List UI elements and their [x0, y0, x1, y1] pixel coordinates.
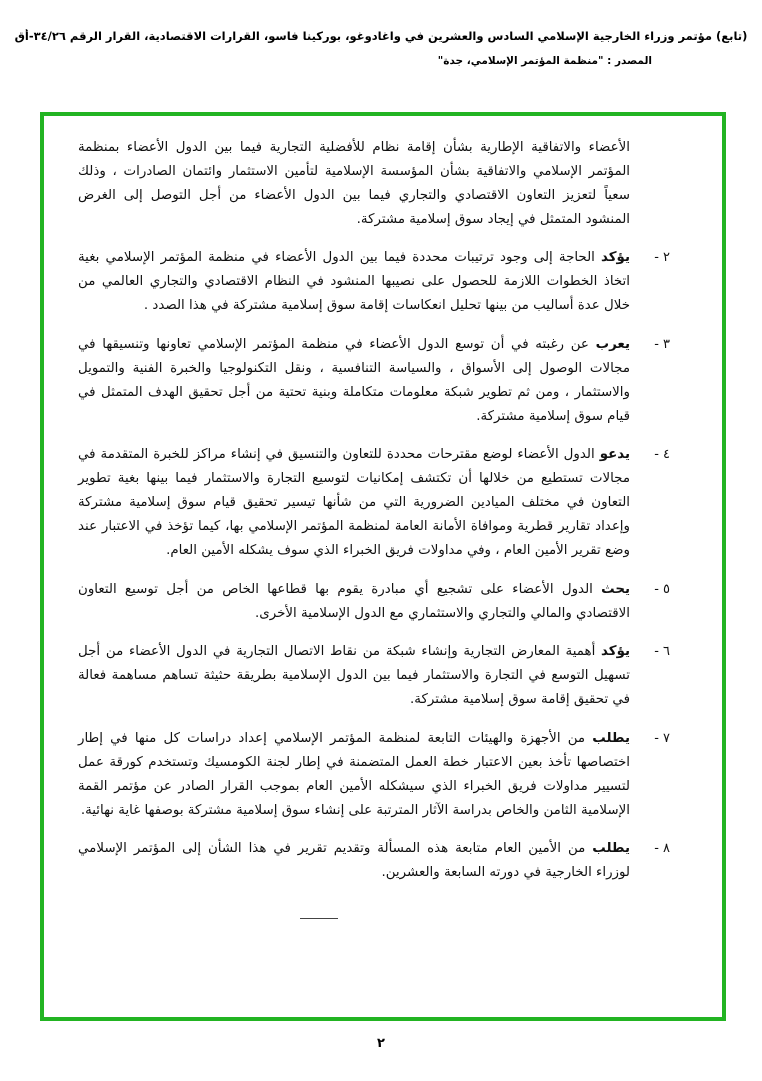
- source-line: المصدر : "منظمة المؤتمر الإسلامي، جدة": [437, 55, 652, 67]
- paragraph-number: ٨ -: [654, 841, 670, 857]
- paragraph-text: [78, 578, 630, 626]
- resolution-paragraph: [78, 578, 670, 626]
- paragraph-lead: يدعو: [599, 447, 630, 463]
- paragraph-number: ٧ -: [654, 731, 670, 747]
- paragraph-rest: عن رغبته في أن توسع الدول الأعضاء في منظمة المؤتمر الإسلامي تعاونها وتنسيقها في مجالات الوصول إلى الأسواق ، والسياسة التنافسية ، ونقل التكنولوجيا والخبرة الفنية والتمويل والاستثمار ، ومن ثم تطوير شبكة معلومات متكاملة وبنية تحتية من أجل تحقيق الهدف المتمثل في قيام سوق إسلامية مشتركة.: [78, 337, 630, 424]
- paragraph-number: ٣ -: [654, 337, 670, 353]
- paragraph-number: ٦ -: [654, 644, 670, 660]
- resolution-paragraph: [78, 333, 670, 428]
- paragraph-rest: الأعضاء والاتفاقية الإطارية بشأن إقامة نظام للأفضلية التجارية فيما بين الدول الأعضاء بمنظمة المؤتمر الإسلامي والاتفاقية بشأن المؤسسة الإسلامية لتأمين الاستثمار وائتمان الصادرات ، وذلك سعياً لتعزيز التعاون الاقتصادي والتجاري فيما بين الدول الأعضاء من أجل التوصل إلى الغرض المنشود المتمثل في إيجاد سوق إسلامية مشتركة.: [78, 140, 630, 227]
- paragraph-text: [78, 443, 630, 562]
- paragraph-number: ٤ -: [654, 447, 670, 463]
- paragraph-rest: الحاجة إلى وجود ترتيبات محددة فيما بين الدول الأعضاء في منظمة المؤتمر الإسلامي بغية اتخاذ الخطوات اللازمة للحصول على نصيبها المنشود في النظام الاقتصادي والتجاري العالمي من خلال عدة أساليب من بينها تحليل انعكاسات إقامة سوق إسلامية مشتركة في هذا الصدد .: [78, 250, 630, 314]
- paragraph-lead: يطلب: [592, 731, 630, 747]
- resolution-paragraph: [78, 837, 670, 885]
- resolution-paragraph: [78, 443, 670, 562]
- paragraph-text: [78, 333, 630, 428]
- resolution-paragraph: [78, 246, 670, 318]
- resolution-body: [44, 116, 722, 1017]
- paragraph-lead: يؤكد: [601, 644, 630, 660]
- paragraph-lead: يحث: [601, 581, 630, 597]
- paragraph-rest: أهمية المعارض التجارية وإنشاء شبكة من نقاط الاتصال التجارية في الدول الأعضاء من أجل تسهيل التوسع في التجارة والاستثمار فيما بين الدول الإسلامية بطريقة حثيثة تساهم مساهمة فعالة في تحقيق إقامة سوق إسلامية مشتركة.: [78, 644, 630, 708]
- document-frame: [40, 112, 726, 1021]
- paragraph-text: [78, 837, 630, 885]
- paragraph-text: [78, 727, 630, 822]
- paragraph-text: [78, 246, 630, 318]
- paragraph-number: ٥ -: [654, 581, 670, 597]
- paragraph-rest: من الأجهزة والهيئات التابعة لمنظمة المؤتمر الإسلامي إعداد دراسات كل منها في إطار اختصاصها تأخذ بعين الاعتبار خطة العمل المتضمنة في إطار لجنة الكومسيك وتستخدم كورقة عمل لتسيير مداولات فريق الخبراء الذي سيشكله الأمين العام بموجب القرار الصادر عن مؤتمر القمة الإسلامية الثامن والخاص بدراسة الآثار المترتبة على إنشاء سوق إسلامية مشتركة بوصفها غاية نهائية.: [78, 731, 630, 818]
- paragraph-rest: الدول الأعضاء لوضع مقترحات محددة للتعاون والتنسيق في إنشاء مراكز للخبرة المتقدمة في مجالات تستطيع من خلالها أن تكتشف إمكانيات لتوسيع التجارة والاستثمار فيما بينها بغية تطوير التعاون في مختلف الميادين الضرورية التي من شأنها تيسير تحقيق قيام سوق إسلامية مشتركة وإعداد تقارير قطرية وموافاة الأمانة العامة لمنظمة المؤتمر الإسلامي بها، كيما تؤخذ في الاعتبار عند وضع تقرير الأمين العام ، وفي مداولات فريق الخبراء الذي سوف يشكله الأمين العام.: [78, 447, 630, 558]
- paragraph-lead: يعرب: [595, 337, 630, 353]
- end-rule: [300, 918, 338, 919]
- resolution-paragraph: [78, 136, 670, 231]
- paragraph-number: ٢ -: [654, 250, 670, 266]
- paragraph-rest: من الأمين العام متابعة هذه المسألة وتقديم تقرير في هذا الشأن إلى المؤتمر الإسلامي لوزراء الخارجية في دورته السابعة والعشرين.: [78, 841, 630, 881]
- paragraph-text: [78, 136, 630, 231]
- paragraph-text: [78, 640, 630, 712]
- paragraph-rest: الدول الأعضاء على تشجيع أي مبادرة يقوم بها قطاعها الخاص من أجل توسيع التعاون الاقتصادي والمالي والتجاري والاستثماري مع الدول الإسلامية الأخرى.: [78, 581, 630, 621]
- paragraph-lead: يطلب: [592, 841, 630, 857]
- page-header: (تابع) مؤتمر وزراء الخارجية الإسلامي السادس والعشرين في واغادوغو، بوركينا فاسو، القرارات الاقتصادية، القرار الرقم ٣٤/٢٦-أق: [14, 29, 748, 43]
- page-number: ٢: [377, 1036, 385, 1051]
- resolution-paragraph: [78, 640, 670, 712]
- paragraph-lead: يؤكد: [601, 250, 630, 266]
- resolution-paragraph: [78, 727, 670, 822]
